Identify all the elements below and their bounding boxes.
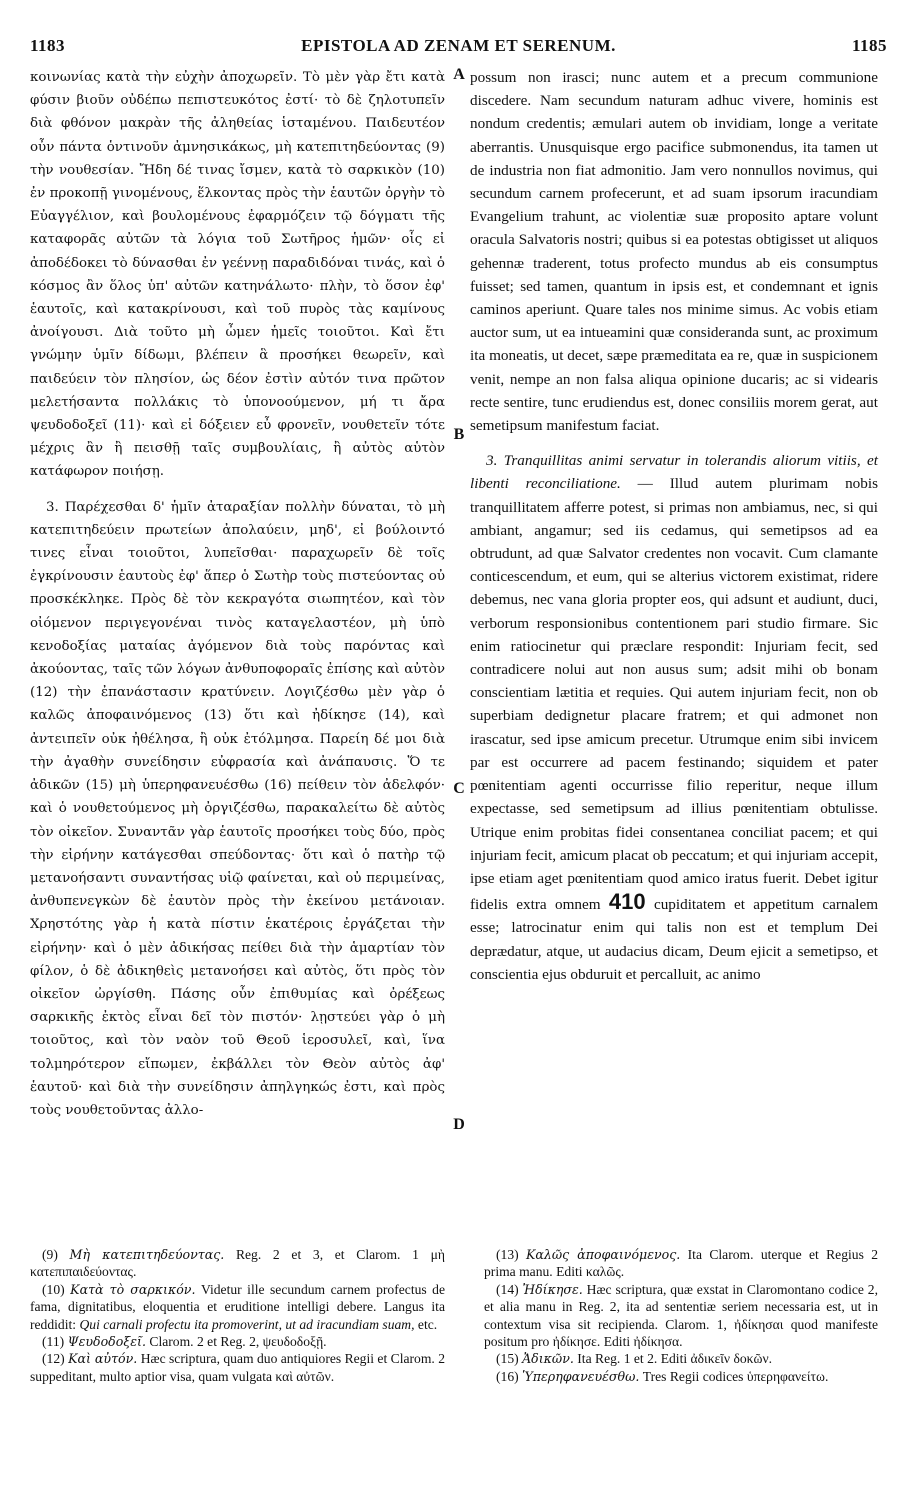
footnote-number: (10) [42,1281,65,1297]
footnote-text: Ita Clarom. uterque et Regius 2 prima manu. Editi καλῶς. [484,1247,879,1280]
page-number-right: 1185 [851,36,887,55]
footnote-number: (13) [496,1247,519,1262]
margin-marker-c: C [453,780,465,797]
latin-paragraph-2-text-b: cupiditatem et appetitum carnalem esse; latrocinatur enim qui talis non est et templum Dei deprædatur, atque, ut audacius dicam, Deum ejicit a semetipso, et conscientia ejus obduruit et percalluit, ac animo [470,896,879,983]
page-number-left: 1183 [30,36,66,55]
section-dash: — [620,475,670,493]
footnote-lemma: Ὑπερηφανευέσθω. [522,1368,640,1384]
greek-column [30,66,445,1122]
greek-paragraph-1: κοινωνίας κατὰ τὴν εὐχὴν ἀποχωρεῖν. Τὸ μὲν γὰρ ἔτι κατὰ φύσιν βιοῦν οὐδέπω πεπιστευκότος ἐστί· τὸ δὲ ζηλοτυπεῖν διὰ φθόνον μακρὰν τῆς ἀληθείας ἱσταμένου. Παιδευτέον οὖν πάντα ὁντινοῦν ἀμνησικάκως, μὴ κατεπιτηδεύοντας (9) τὴν νουθεσίαν. Ἤδη δέ τινας ἴσμεν, κατὰ τὸ σαρκικὸν (10) ἐν προκοπῇ γινομένους, ἕλκοντας πρὸς τὴν ἑαυτῶν ὀργὴν τὸ Εὐαγγέλιον, καὶ βουλομένους ἐφαρμόζειν τῷ δόγματι τῆς καταφορᾶς αὐτῶν τὰ λόγια τοῦ Σωτῆρος ἡμῶν· οἷς εἰ ἀποδέδοκει τὸ δύνασθαι ἐν γεέννῃ παραδιδόναι τινάς, καὶ ὁ κόσμος ἂν ὅλος ὑπ' αὐτῶν κατηνάλωτο· πλὴν, τὸ ὅσον ἐφ' ἑαυτοῖς, καὶ κατακρίνουσι, καὶ τοῦ πυρὸς τὰς καμίνους ἀνοίγουσι. Διὰ τοῦτο μὴ ὦμεν ἡμεῖς τοιοῦτοι. Καὶ ἔτι γνώμην ὑμῖν δίδωμι, βλέπειν ἃ προσήκει θεωρεῖν, καὶ παιδεύειν τὸν πλησίον, ὡς δέον ἐστὶν αὐτόν τινα πρῶτον μελετήσαντα πολλάκις τὸ ὑπονοούμενον, μή τι ἄρα ψευδοδοξεῖ (11)· καὶ εἰ δόξειεν εὖ φρονεῖν, νουθετεῖν τότε μέχρις ἂν ἢ πεισθῇ ταῖς συμβουλίαις, ἢ αὐτὸς αὑτὸν κατάφωρον ποιήσῃ. [30,70,445,480]
footnote-number: (11) [42,1334,65,1350]
footnote-number: (12) [42,1351,65,1367]
footnote [30,1333,445,1350]
latin-paragraph-2-text-a: Illud autem plurimam nobis tranquillitatem afferre potest, si primas non ambiamus, nec, si qui ambiant, angamur; sed iis cedamus, qui semetipsos ad ea obtrudunt, ad quæ Salvator credentes non vocavit. Cum clamante conticescendum, et eum, qui se alterius victorem existimat, ridere debemus, nec vana gloria propter eos, qui adsunt et audiunt, duci, verborum responsionibus contentionem pari studio firmare. Sic enim ratiocinetur qui præclare respondit: Injuriam fecit, sed contradicere nolui aut non ausus sum; adsit mihi ob bonam conscientiam lætitia et requies. Qui autem injuriam fecit, non ob superbiam dedignetur placare fratrem; et qui admonet non irascatur, sed ipse amicum precetur. Utrumque enim sibi invicem par est occurrere ad pacem festinando; siquidem et pater pœnitentiam agenti occurrisse filio reperitur, neque illum expectasse, sed semetipsum ad illius pœnitentiam obtulisse. Utrique enim probitas fidei consentanea conciliat pacem; et qui injuriam fecit, amicum placat ob peccatum; et qui injuriam accepit, ipse etiam aget pœnitentiam quod amico iratus fuerit. Debet igitur fidelis extra omnem [470,475,878,914]
footnote-number: (9) [42,1247,58,1262]
latin-column [470,66,878,986]
footnote-number: (15) [496,1351,519,1367]
footnote [484,1368,878,1385]
running-title: EPISTOLA AD ZENAM ET SERENUM. [301,36,616,55]
footnote-text: Hæc scriptura, quam duo antiquiores Regii et Clarom. 2 suppeditant, multo aptior visa, quam vulgata καὶ αὐτῶν. [30,1351,445,1384]
footnote [484,1246,878,1281]
footnote [484,1281,878,1351]
footnote-lemma: Κατὰ τὸ σαρκικόν. [70,1281,196,1297]
section-heading: 3. Tranquillitas animi servatur in tolerandis aliorum vitiis, et libenti reconciliatione. [470,452,878,493]
margin-marker-b: B [453,426,465,443]
footnotes-left [30,1246,445,1385]
greek-paragraph-2: 3. Παρέχεσθαι δ' ἡμῖν ἀταραξίαν πολλὴν δύναται, τὸ μὴ κατεπιτηδεύειν πρωτείων ἀπολαύειν, μηδ', εἰ βούλοιντό τινες εἶναι τοιοῦτοι, λυπεῖσθαι· παραχωρεῖν δὲ τοῖς ἐγκρίνουσιν ἑαυτοὺς ἐφ' ἅπερ ὁ Σωτὴρ τοὺς πιστεύοντας οὐ προσκέκληκε. Πρὸς δὲ τὸν κεκραγότα σιωπητέον, καὶ τὸν οἰόμενον περιγεγονέναι τινὸς καταγελαστέον, μὴ ὑπὸ κενοδοξίας ματαίας ἀγόμενον διὰ τοὺς παρόντας καὶ ἀκούοντας, ταῖς τῶν λόγων ἀνθυποφοραῖς ἐπίσης καὶ αὐτὸν (12) τὴν ἐπανάστασιν κρατύνειν. Λογιζέσθω μὲν γὰρ ὁ καλῶς ἀποφαινόμενος (13) ὅτι καὶ ἠδίκησε (14), καὶ ἀντειπεῖν οὐκ ἠθέλησα, ἢ οὐκ ἐτόλμησα. Παρείη δέ μοι διὰ τὴν ἀγαθὴν συνείδησιν εὐφρασία καὶ ἀνάπαυσις. Ὅ τε ἀδικῶν (15) μὴ ὑπερηφανευέσθω (16) πείθειν τὸν ἀδελφόν· καὶ ὁ νουθετούμενος μὴ ὀργιζέσθω, παρακαλείτω δὲ αὐτὸς τὸν οἰκεῖον. Συναντᾶν γὰρ ἑαυτοῖς προσήκει τοὺς δύο, πρὸς τὴν εἰρήνην κατάγεσθαι σπεύδοντας· ὅτι καὶ ὁ πατὴρ τῷ μετανοήσαντι συναντήσας υἱῷ φαίνεται, καὶ οὐ περιμείνας, ἀνθυπενεγκὼν δὲ ἑαυτὸν πρὸς τὴν ἐκείνου μετάνοιαν. Χρηστότης γὰρ ἡ κατὰ πίστιν ἑκατέροις ἐργάζεται τὴν εἰρήνην· καὶ ὁ μὲν ἀδικήσας πείθει διὰ τὴν ἁμαρτίαν τὸν φίλον, ὁ δὲ ἀδικηθεὶς μετανοήσει καὶ αὐτὸς, ὅτι πρὸς τὸν οἰκεῖον ὠργίσθη. Πάσης οὖν ἐπιθυμίας καὶ ὀρέξεως σαρκικῆς ἐκτὸς εἶναι δεῖ τὸν πιστόν· λῃστεύει γὰρ ὁ μὴ τοιοῦτος, καὶ τὸν ναὸν τοῦ Θεοῦ ἱεροσυλεῖ, καὶ, ἵνα τολμηρότερον εἴπωμεν, ἐκβάλλει τὸν Θεὸν αὐτὸς ἀφ' ἑαυτοῦ· καὶ διὰ τὴν συνείδησιν ἀπηλγηκώς ἐστι, καὶ πρὸς τοὺς νουθετοῦντας ἀλλο- [30,499,445,1118]
footnote [30,1281,445,1333]
footnotes-right [484,1246,878,1385]
margin-marker-d: D [453,1116,465,1133]
footnote-number: (16) [496,1368,519,1384]
footnote-lemma: Μὴ κατεπιτηδεύοντας. [69,1247,225,1262]
margin-marker-a: A [453,66,465,83]
footnote-text: Tres Regii codices ὑπερηφανείτω. [639,1368,829,1384]
footnote-lemma: Ψευδοδοξεῖ. [67,1334,146,1350]
footnote-number: (14) [496,1281,519,1297]
footnote [30,1350,445,1385]
footnote-text: Reg. 2 et 3, et Clarom. 1 μὴ κατεπιπαιδεύοντας. [30,1247,446,1280]
latin-paragraph-1: possum non irasci; nunc autem et a precum communione discedere. Nam secundum naturam adhuc vivere, hominis est nondum credentis; æmulari autem ob invidiam, longe a veritate aberrantis. Unusquisque ergo pacifice submonendus, ita tamen ut de industria non fiat admonitio. Jam vero nonnullos novimus, qui secundum carnem profecerunt, et ad suam ipsorum iracundiam Evangelium trahunt, ac violentiæ suæ proposito aptare volunt oracula Salvatoris nostri; quibus si ea potestas obtigisset ut aliquos gehennæ traderent, totus profecto mundus ab eis consumptus fuisset; sed tamen, quantum in ipsis est, et condemnant et ignis caminos aperiunt. Quare tales nos minime simus. Ac vobis etiam auctor sum, ut ea intueamini quæ consideranda sunt, ac proximum ita moneatis, ut decet, sæpe præmeditata ea re, quæ in suspicionem venit, nempe an non falsa aliqua opinione ducaris; ac si videaris recte sentire, tunc erudiendus est, donec consiliis morem gerat, aut semetipsum manifestum faciat. [470,69,878,435]
latin-paragraph-2 [470,449,878,986]
footnote [30,1246,445,1281]
footnote-text: Hæc scriptura, quæ exstat in Claromontano codice 2, et alia manu in Reg. 2, ita ad sententiæ seriem necessaria est, ut in contextum visa sit recipienda. Clarom. 1, ἠδίκησαι quod manifeste positum pro ἠδίκησε. Editi ἠδίκησα. [484,1281,878,1350]
footnote-lemma: Καὶ αὐτόν. [68,1351,138,1367]
footnote-lemma: Ἀδικῶν. [522,1351,574,1367]
running-header [30,36,887,62]
footnote-lemma: Καλῶς ἀποφαινόμενος. [526,1247,681,1262]
footnote-text: Ita Reg. 1 et 2. Editi ἀδικεῖν δοκῶν. [573,1351,773,1367]
footnote-quotation: Qui carnali profectu ita promoverint, ut ad iracundiam suam, [79,1316,415,1332]
footnote-text: Clarom. 2 et Reg. 2, ψευδοδοξῇ. [146,1334,327,1350]
footnote-text-tail: etc. [414,1316,438,1332]
footnote [484,1350,878,1367]
footnote-lemma: Ἠδίκησε. [522,1281,583,1297]
column-number: 410 [608,889,646,915]
footnote-text: Videtur ille secundum carnem profectus de fama, dignitatibus, eloquentia et eruditione intelligi debere. Langus ita reddidit: [30,1281,445,1332]
